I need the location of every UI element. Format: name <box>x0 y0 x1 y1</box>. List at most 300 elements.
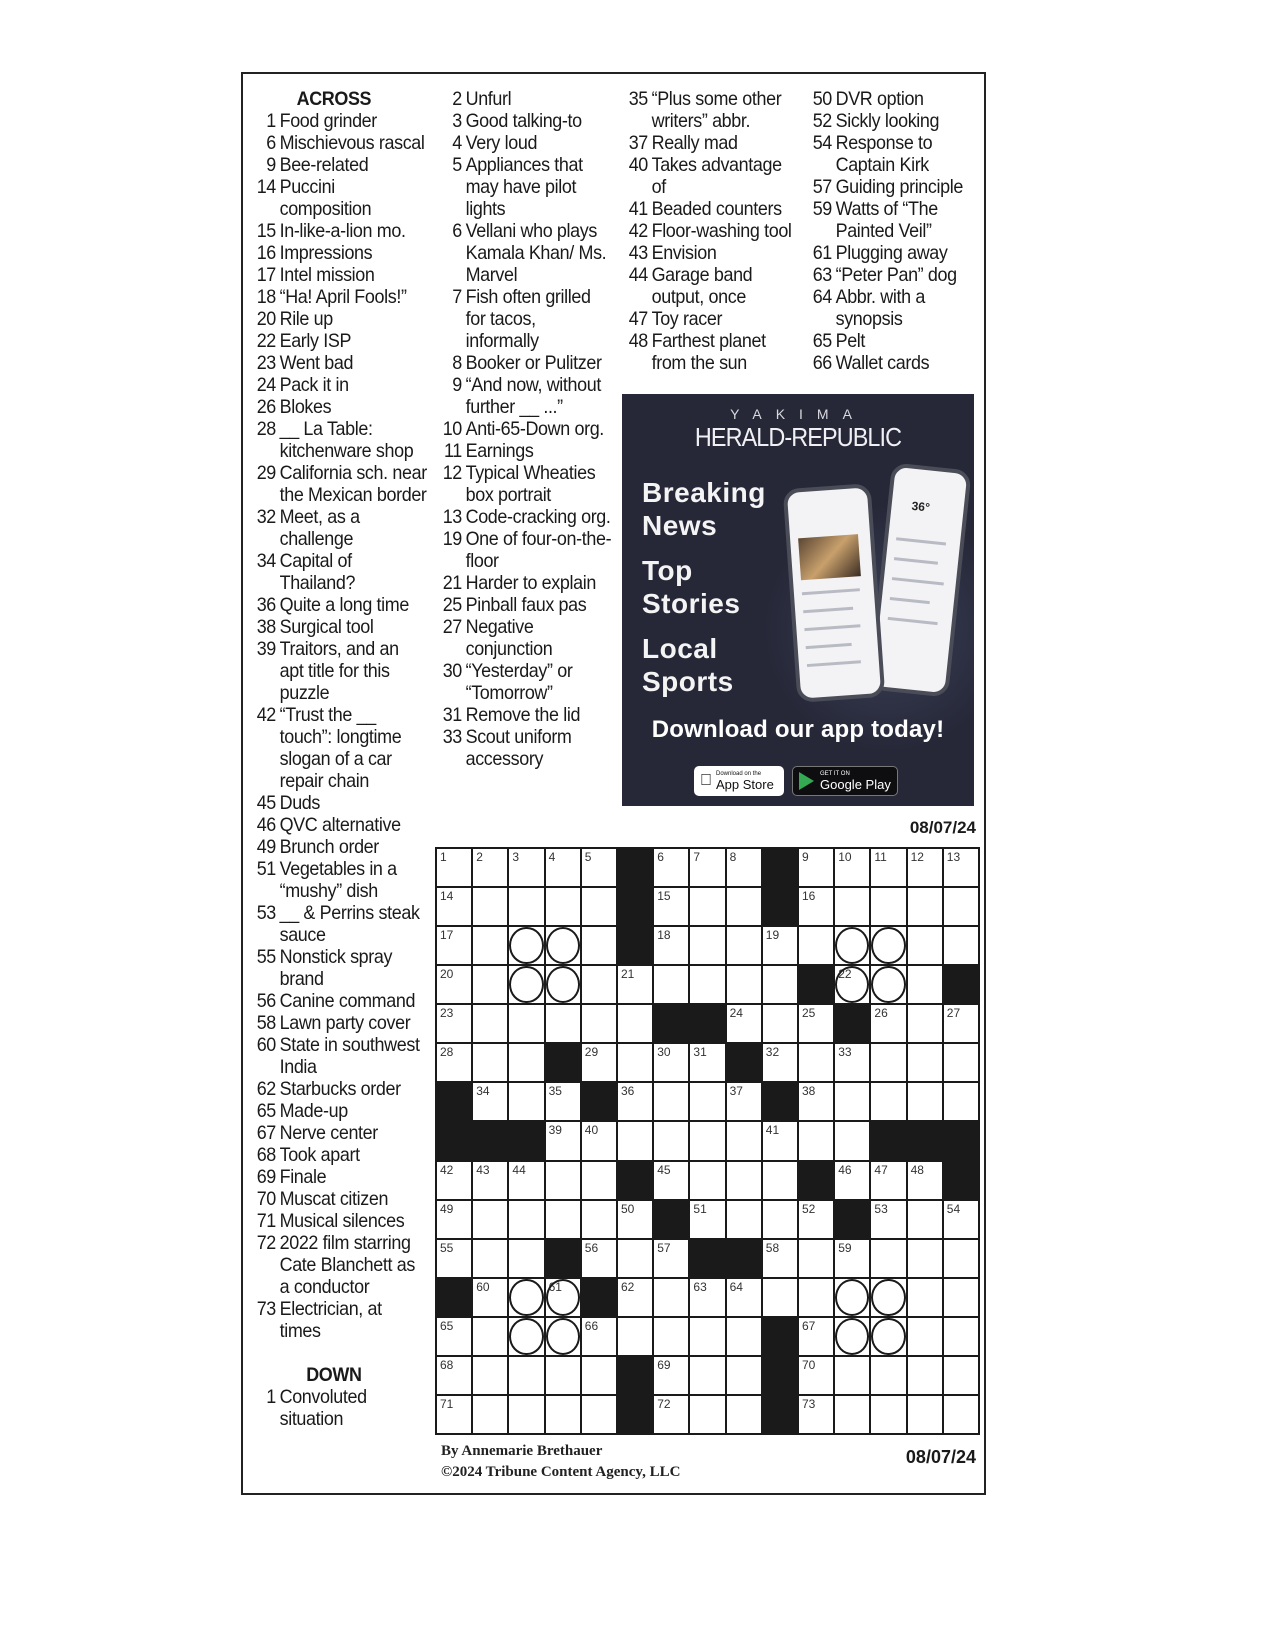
grid-cell[interactable] <box>654 1240 688 1277</box>
grid-cell[interactable] <box>944 1357 978 1394</box>
grid-cell[interactable] <box>944 1083 978 1120</box>
grid-cell[interactable] <box>835 1083 869 1120</box>
clue-text: Finale <box>279 1166 327 1188</box>
grid-cell[interactable] <box>690 1162 724 1199</box>
grid-cell[interactable] <box>908 1357 942 1394</box>
black-square <box>618 1162 652 1199</box>
grid-cell[interactable] <box>473 1279 507 1316</box>
grid-cell[interactable] <box>509 966 543 1003</box>
grid-cell[interactable] <box>509 1201 543 1238</box>
grid-cell[interactable] <box>763 1201 797 1238</box>
copyright: ©2024 Tribune Content Agency, LLC <box>441 1464 681 1480</box>
cell-number: 68 <box>440 1357 454 1372</box>
grid-cell[interactable] <box>546 1005 580 1042</box>
grid-cell[interactable] <box>509 1396 543 1433</box>
grid-cell[interactable] <box>546 1279 580 1316</box>
clue-text: Plugging away <box>835 242 948 264</box>
grid-cell[interactable] <box>944 849 978 886</box>
grid-cell[interactable] <box>546 1318 580 1355</box>
grid-cell[interactable] <box>871 1318 905 1355</box>
clue-item <box>438 374 613 418</box>
clue-text: Pinball faux pas <box>465 594 587 616</box>
grid-cell[interactable] <box>654 927 688 964</box>
clue-text: Unfurl <box>465 88 512 110</box>
grid-cell[interactable] <box>871 966 905 1003</box>
cell-number: 58 <box>765 1240 780 1255</box>
clue-number: 61 <box>812 242 832 264</box>
clue-item <box>252 110 427 132</box>
grid-cell[interactable] <box>727 927 761 964</box>
clue-text: Code-cracking org. <box>465 506 611 528</box>
cell-number: 55 <box>440 1240 454 1255</box>
grid-cell[interactable] <box>799 1201 833 1238</box>
grid-cell[interactable] <box>908 1083 942 1120</box>
grid-cell[interactable] <box>509 1357 543 1394</box>
grid-cell[interactable] <box>473 1005 507 1042</box>
grid-cell[interactable] <box>908 1044 942 1081</box>
grid-cell[interactable] <box>473 1044 507 1081</box>
cell-number: 10 <box>838 850 852 864</box>
grid-cell[interactable] <box>944 1201 978 1238</box>
grid-cell[interactable] <box>727 966 761 1003</box>
grid-cell[interactable] <box>654 1396 688 1433</box>
grid-cell[interactable] <box>473 1083 507 1120</box>
clue-text: Puccini composition <box>279 176 372 220</box>
clue-item <box>252 704 427 792</box>
clue-text: Traitors, and an apt title for this puzzle <box>279 638 399 704</box>
clue-number: 34 <box>256 550 276 572</box>
grid-cell[interactable] <box>618 1240 652 1277</box>
grid-cell[interactable] <box>582 849 616 886</box>
grid-cell[interactable] <box>908 888 942 925</box>
grid-cell[interactable] <box>654 1162 688 1199</box>
clue-number: 29 <box>256 462 276 484</box>
grid-cell[interactable] <box>509 1162 543 1199</box>
black-square <box>799 1162 833 1199</box>
grid-cell[interactable] <box>437 966 471 1003</box>
phone-image <box>783 483 886 703</box>
grid-cell[interactable] <box>509 849 543 886</box>
grid-cell[interactable] <box>763 1044 797 1081</box>
clue-number: 32 <box>256 506 276 528</box>
grid-cell[interactable] <box>437 1044 471 1081</box>
grid-cell[interactable] <box>944 1240 978 1277</box>
grid-cell[interactable] <box>835 1357 869 1394</box>
clue-text: Surgical tool <box>279 616 374 638</box>
grid-cell[interactable] <box>654 1083 688 1120</box>
grid-cell[interactable] <box>835 1318 869 1355</box>
grid-cell[interactable] <box>871 888 905 925</box>
cell-number: 27 <box>946 1006 961 1021</box>
app-store-badge[interactable]: Download on the App Store <box>694 766 784 796</box>
clue-item <box>252 264 427 286</box>
grid-cell[interactable] <box>582 1240 616 1277</box>
grid-cell[interactable] <box>727 1357 761 1394</box>
grid-cell[interactable] <box>799 849 833 886</box>
grid-cell[interactable] <box>835 1162 869 1199</box>
grid-cell[interactable] <box>944 1318 978 1355</box>
clue-text: “And now, without further __ ...” <box>465 374 601 418</box>
grid-cell[interactable] <box>727 888 761 925</box>
grid-cell[interactable] <box>908 1162 942 1199</box>
clue-number: 5 <box>452 154 462 176</box>
grid-cell[interactable] <box>582 966 616 1003</box>
grid-cell[interactable] <box>473 966 507 1003</box>
grid-cell[interactable] <box>908 1201 942 1238</box>
grid-cell[interactable] <box>546 1201 580 1238</box>
black-square <box>871 1122 905 1159</box>
crossword-grid[interactable] <box>435 847 980 1435</box>
grid-cell[interactable] <box>871 1162 905 1199</box>
black-square <box>944 966 978 1003</box>
grid-cell[interactable] <box>473 1240 507 1277</box>
grid-cell[interactable] <box>546 1357 580 1394</box>
grid-cell[interactable] <box>799 1279 833 1316</box>
grid-cell[interactable] <box>437 1162 471 1199</box>
grid-cell[interactable] <box>871 1005 905 1042</box>
grid-cell[interactable] <box>908 1005 942 1042</box>
clue-text: Muscat citizen <box>279 1188 389 1210</box>
clue-number: 67 <box>256 1122 276 1144</box>
grid-cell[interactable] <box>835 888 869 925</box>
black-square <box>763 1396 797 1433</box>
grid-cell[interactable] <box>871 1083 905 1120</box>
grid-cell[interactable] <box>473 1162 507 1199</box>
grid-cell[interactable] <box>509 1318 543 1355</box>
grid-cell[interactable] <box>654 888 688 925</box>
grid-cell[interactable] <box>763 1005 797 1042</box>
cell-number: 52 <box>802 1201 816 1216</box>
grid-cell[interactable] <box>618 1201 652 1238</box>
clue-item <box>252 858 427 902</box>
grid-cell[interactable] <box>763 1162 797 1199</box>
grid-cell[interactable] <box>690 966 724 1003</box>
clue-text: In-like-a-lion mo. <box>279 220 406 242</box>
grid-cell[interactable] <box>654 849 688 886</box>
clue-number: 22 <box>256 330 276 352</box>
grid-cell[interactable] <box>654 1044 688 1081</box>
grid-cell[interactable] <box>437 1318 471 1355</box>
grid-cell[interactable] <box>618 1044 652 1081</box>
clue-text: Floor-washing tool <box>651 220 792 242</box>
grid-cell[interactable] <box>582 1162 616 1199</box>
grid-cell[interactable] <box>546 1122 580 1159</box>
grid-cell[interactable] <box>473 849 507 886</box>
grid-cell[interactable] <box>618 1318 652 1355</box>
grid-cell[interactable] <box>437 849 471 886</box>
clue-number: 42 <box>256 704 276 726</box>
cell-number: 70 <box>802 1357 816 1372</box>
clue-text: Anti-65-Down org. <box>465 418 604 440</box>
grid-cell[interactable] <box>799 927 833 964</box>
clue-number: 64 <box>812 286 832 308</box>
grid-cell[interactable] <box>509 1240 543 1277</box>
grid-cell[interactable] <box>473 1357 507 1394</box>
cell-number: 8 <box>729 850 737 864</box>
grid-cell[interactable] <box>654 1318 688 1355</box>
grid-cell[interactable] <box>871 1201 905 1238</box>
clue-column-4 <box>808 88 983 374</box>
clue-item <box>808 352 983 374</box>
grid-cell[interactable] <box>763 966 797 1003</box>
clue-number: 7 <box>452 286 462 308</box>
clue-item <box>438 286 613 352</box>
grid-cell[interactable] <box>908 1279 942 1316</box>
grid-cell[interactable] <box>799 1005 833 1042</box>
clue-number: 59 <box>812 198 832 220</box>
clue-item <box>252 1188 427 1210</box>
clue-text: “Plus some other writers” abbr. <box>651 88 782 132</box>
clue-number: 54 <box>812 132 832 154</box>
clue-item <box>252 1144 427 1166</box>
grid-cell[interactable] <box>654 966 688 1003</box>
clue-number: 52 <box>812 110 832 132</box>
grid-cell[interactable] <box>763 1240 797 1277</box>
grid-cell[interactable] <box>509 888 543 925</box>
grid-cell[interactable] <box>690 849 724 886</box>
grid-cell[interactable] <box>727 1396 761 1433</box>
black-square <box>690 1005 724 1042</box>
google-play-badge[interactable]: GET IT ON Google Play <box>792 766 898 796</box>
grid-cell[interactable] <box>908 927 942 964</box>
grid-cell[interactable] <box>835 1044 869 1081</box>
grid-cell[interactable] <box>437 1240 471 1277</box>
across-clue-list <box>252 110 427 1342</box>
black-square <box>509 1122 543 1159</box>
grid-cell[interactable] <box>908 1396 942 1433</box>
clue-number: 46 <box>256 814 276 836</box>
clue-text: Early ISP <box>279 330 352 352</box>
clue-item <box>624 242 799 264</box>
ad-kicker: YAKIMA <box>730 406 866 422</box>
grid-cell[interactable] <box>690 1044 724 1081</box>
clue-text: Very loud <box>465 132 538 154</box>
grid-cell[interactable] <box>546 1162 580 1199</box>
clue-column-1 <box>252 88 427 1430</box>
cell-number: 67 <box>802 1318 816 1333</box>
grid-cell[interactable] <box>546 1396 580 1433</box>
clue-text: Impressions <box>279 242 373 264</box>
grid-cell[interactable] <box>727 1201 761 1238</box>
grid-cell[interactable] <box>582 1201 616 1238</box>
black-square <box>546 1044 580 1081</box>
grid-cell[interactable] <box>690 1083 724 1120</box>
grid-cell[interactable] <box>509 1279 543 1316</box>
clue-item <box>624 330 799 374</box>
grid-cell[interactable] <box>690 1279 724 1316</box>
grid-cell[interactable] <box>835 927 869 964</box>
clue-text: Watts of “The Painted Veil” <box>835 198 938 242</box>
ad-feature-line: Local <box>642 633 718 664</box>
ad-feature-line: Top <box>642 555 693 586</box>
clue-text: Took apart <box>279 1144 360 1166</box>
grid-cell[interactable] <box>546 888 580 925</box>
grid-cell[interactable] <box>618 1083 652 1120</box>
clue-column-3 <box>624 88 799 374</box>
grid-cell[interactable] <box>871 1240 905 1277</box>
grid-cell[interactable] <box>727 1279 761 1316</box>
clue-text: Negative conjunction <box>465 616 553 660</box>
grid-cell[interactable] <box>618 1279 652 1316</box>
grid-cell[interactable] <box>763 1279 797 1316</box>
grid-cell[interactable] <box>727 849 761 886</box>
grid-cell[interactable] <box>690 927 724 964</box>
grid-cell[interactable] <box>908 966 942 1003</box>
grid-cell[interactable] <box>437 1396 471 1433</box>
grid-cell[interactable] <box>727 1005 761 1042</box>
clue-number: 41 <box>628 198 648 220</box>
grid-cell[interactable] <box>727 1318 761 1355</box>
grid-cell[interactable] <box>835 1122 869 1159</box>
clue-text: Farthest planet from the sun <box>651 330 766 374</box>
grid-cell[interactable] <box>944 1044 978 1081</box>
grid-cell[interactable] <box>835 1240 869 1277</box>
clue-text: Rile up <box>279 308 333 330</box>
grid-cell[interactable] <box>799 1357 833 1394</box>
grid-cell[interactable] <box>727 1122 761 1159</box>
grid-cell[interactable] <box>690 1122 724 1159</box>
clue-number: 65 <box>812 330 832 352</box>
app-advertisement[interactable] <box>622 394 974 806</box>
clue-number: 12 <box>442 462 462 484</box>
grid-cell[interactable] <box>473 888 507 925</box>
ad-feature-line: Sports <box>642 666 734 697</box>
grid-cell[interactable] <box>835 849 869 886</box>
grid-cell[interactable] <box>654 1279 688 1316</box>
clue-text: Scout uniform accessory <box>465 726 572 770</box>
grid-cell[interactable] <box>835 1279 869 1316</box>
clue-item <box>808 286 983 330</box>
grid-cell[interactable] <box>473 927 507 964</box>
grid-cell[interactable] <box>799 1396 833 1433</box>
grid-cell[interactable] <box>473 1318 507 1355</box>
grid-cell[interactable] <box>437 1357 471 1394</box>
grid-cell[interactable] <box>871 1279 905 1316</box>
clue-item <box>252 1122 427 1144</box>
phone-temperature: 36° <box>910 498 931 515</box>
clue-number: 1 <box>266 1386 276 1408</box>
cell-number: 17 <box>440 928 454 943</box>
grid-cell[interactable] <box>690 1357 724 1394</box>
grid-cell[interactable] <box>799 1240 833 1277</box>
grid-cell[interactable] <box>509 927 543 964</box>
grid-cell[interactable] <box>727 1083 761 1120</box>
grid-cell[interactable] <box>799 1083 833 1120</box>
grid-cell[interactable] <box>944 888 978 925</box>
cell-number: 23 <box>440 1006 454 1021</box>
grid-cell[interactable] <box>835 966 869 1003</box>
grid-cell[interactable] <box>871 849 905 886</box>
cell-number: 7 <box>693 850 701 864</box>
cell-number: 1 <box>440 850 447 864</box>
cell-number: 14 <box>440 889 454 904</box>
grid-cell[interactable] <box>437 1005 471 1042</box>
cell-number: 22 <box>838 967 852 982</box>
grid-cell[interactable] <box>582 888 616 925</box>
grid-cell[interactable] <box>799 1122 833 1159</box>
grid-cell[interactable] <box>763 927 797 964</box>
grid-cell[interactable] <box>509 1044 543 1081</box>
grid-cell[interactable] <box>871 1396 905 1433</box>
grid-cell[interactable] <box>944 1005 978 1042</box>
grid-cell[interactable] <box>582 1044 616 1081</box>
grid-cell[interactable] <box>618 966 652 1003</box>
grid-cell[interactable] <box>727 1162 761 1199</box>
clue-number: 20 <box>256 308 276 330</box>
grid-cell[interactable] <box>908 1318 942 1355</box>
clue-text: __ La Table: kitchenware shop <box>279 418 414 462</box>
grid-cell[interactable] <box>582 1357 616 1394</box>
grid-cell[interactable] <box>546 927 580 964</box>
grid-cell[interactable] <box>582 1005 616 1042</box>
black-square <box>582 1083 616 1120</box>
grid-cell[interactable] <box>871 1044 905 1081</box>
clue-number: 25 <box>442 594 462 616</box>
grid-cell[interactable] <box>799 888 833 925</box>
clue-item <box>252 792 427 814</box>
cell-number: 66 <box>584 1318 599 1333</box>
grid-cell[interactable] <box>582 927 616 964</box>
grid-cell[interactable] <box>473 1201 507 1238</box>
clue-number: 73 <box>256 1298 276 1320</box>
grid-cell[interactable] <box>871 927 905 964</box>
grid-cell[interactable] <box>908 1240 942 1277</box>
grid-cell[interactable] <box>871 1357 905 1394</box>
grid-cell[interactable] <box>618 1122 652 1159</box>
clue-item <box>438 418 613 440</box>
grid-cell[interactable] <box>944 1279 978 1316</box>
grid-cell[interactable] <box>690 1318 724 1355</box>
grid-cell[interactable] <box>509 1005 543 1042</box>
grid-cell[interactable] <box>582 1318 616 1355</box>
clue-number: 17 <box>256 264 276 286</box>
black-square <box>582 1279 616 1316</box>
clue-item <box>438 528 613 572</box>
grid-cell[interactable] <box>690 1396 724 1433</box>
grid-cell[interactable] <box>654 1122 688 1159</box>
grid-cell[interactable] <box>618 1005 652 1042</box>
grid-cell[interactable] <box>944 1396 978 1433</box>
grid-cell[interactable] <box>546 966 580 1003</box>
clue-number: 30 <box>442 660 462 682</box>
cell-number: 56 <box>584 1240 599 1255</box>
grid-cell[interactable] <box>908 849 942 886</box>
grid-cell[interactable] <box>690 888 724 925</box>
grid-cell[interactable] <box>546 849 580 886</box>
grid-cell[interactable] <box>582 1122 616 1159</box>
grid-cell[interactable] <box>835 1396 869 1433</box>
clue-item <box>252 330 427 352</box>
clue-number: 33 <box>442 726 462 748</box>
grid-cell[interactable] <box>799 1044 833 1081</box>
grid-cell[interactable] <box>546 1083 580 1120</box>
clue-number: 44 <box>628 264 648 286</box>
grid-cell[interactable] <box>473 1396 507 1433</box>
down-clue-list <box>438 88 613 770</box>
grid-cell[interactable] <box>437 1201 471 1238</box>
grid-cell[interactable] <box>690 1201 724 1238</box>
grid-cell[interactable] <box>437 888 471 925</box>
clue-item <box>252 132 427 154</box>
clue-number: 60 <box>256 1034 276 1056</box>
grid-cell[interactable] <box>799 1318 833 1355</box>
grid-cell[interactable] <box>944 927 978 964</box>
grid-cell[interactable] <box>437 927 471 964</box>
grid-cell[interactable] <box>509 1083 543 1120</box>
grid-cell[interactable] <box>763 1122 797 1159</box>
grid-cell[interactable] <box>582 1396 616 1433</box>
grid-cell[interactable] <box>654 1357 688 1394</box>
